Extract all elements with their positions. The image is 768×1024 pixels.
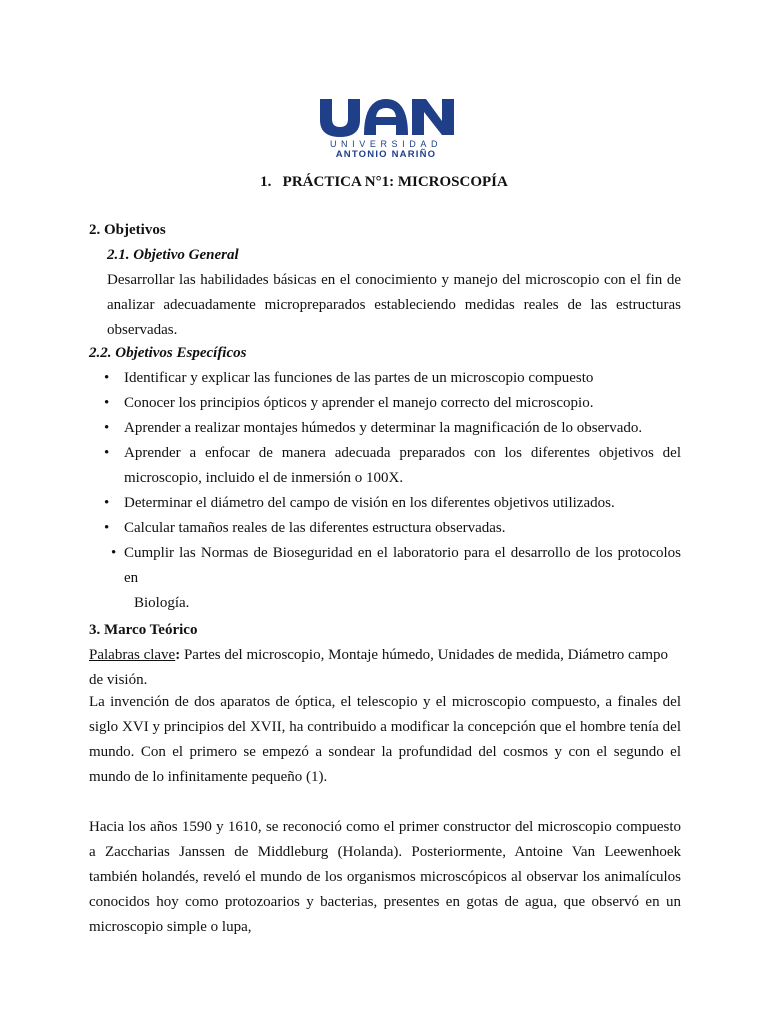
uan-logo-graphic	[318, 97, 454, 159]
university-logo	[318, 97, 454, 159]
list-item: • Aprender a enfocar de manera adecuada preparados con los diferentes objetivos del microscopio, incluido el de inmersión o 100X.	[89, 441, 681, 491]
objetivo-general-heading: 2.1. Objetivo General	[107, 247, 239, 263]
objetivos-section	[89, 218, 681, 343]
marco-teorico-heading: 3. Marco Teórico	[89, 622, 198, 638]
objetivos-especificos-section	[89, 341, 681, 616]
keywords-colon: :	[175, 647, 181, 663]
marco-paragraph-2: Hacia los años 1590 y 1610, se reconoció como el primer constructor del microscopio compuesto a Zaccharias Janssen de Middleburg (Holanda). Posteriormente, Antoine Van Leewenhoek también holandés, reveló el mundo de los organismos microscópicos al observar los animalículos conocidos hoy como protozoarios y bacterias, presentes en gotas de agua, que observó en un microscopio simple o lupa,	[89, 819, 681, 935]
logo-line2: ANTONIO NARIÑO	[335, 149, 437, 159]
list-item	[89, 541, 681, 616]
objetivos-heading: 2. Objetivos	[89, 222, 166, 238]
list-item: • Aprender a realizar montajes húmedos y determinar la magnificación de lo observado.	[89, 416, 681, 441]
keywords-text: Partes del microscopio, Montaje húmedo, Unidades de medida, Diámetro campo de visión.	[89, 647, 669, 688]
objetivo-general-text: Desarrollar las habilidades básicas en el conocimiento y manejo del microscopio con el fin de analizar adecuadamente micropreparados estableciendo medidas reales de las estructuras observadas.	[107, 272, 681, 338]
keywords-line	[89, 643, 681, 693]
list-item-text: Cumplir las Normas de Bioseguridad en el laboratorio para el desarrollo de los protocolos en	[124, 545, 681, 586]
keywords-label: Palabras clave	[89, 647, 176, 663]
logo-line1: UNIVERSIDAD	[329, 139, 443, 149]
list-item: • Conocer los principios ópticos y aprender el manejo correcto del microscopio.	[89, 391, 681, 416]
page-title: 1. PRÁCTICA N°1: MICROSCOPÍA	[260, 174, 508, 190]
list-item-continuation: Biología.	[134, 595, 190, 611]
objetivos-especificos-list	[89, 366, 681, 616]
marco-teorico-section	[89, 618, 681, 693]
list-item: • Identificar y explicar las funciones de las partes de un microscopio compuesto	[89, 366, 681, 391]
marco-paragraph-1: La invención de dos aparatos de óptica, el telescopio y el microscopio compuesto, a finales del siglo XVI y principios del XVII, ha contribuido a modificar la concepción que el hombre tenía del mundo. Con el primero se empezó a sondear la profundidad del cosmos y con el segundo el mundo de lo infinitamente pequeño (1).	[89, 694, 681, 785]
list-item: • Determinar el diámetro del campo de visión en los diferentes objetivos utilizados.	[89, 491, 681, 516]
objetivos-especificos-heading: 2.2. Objetivos Específicos	[89, 345, 247, 361]
list-item: • Calcular tamaños reales de las diferentes estructura observadas.	[89, 516, 681, 541]
